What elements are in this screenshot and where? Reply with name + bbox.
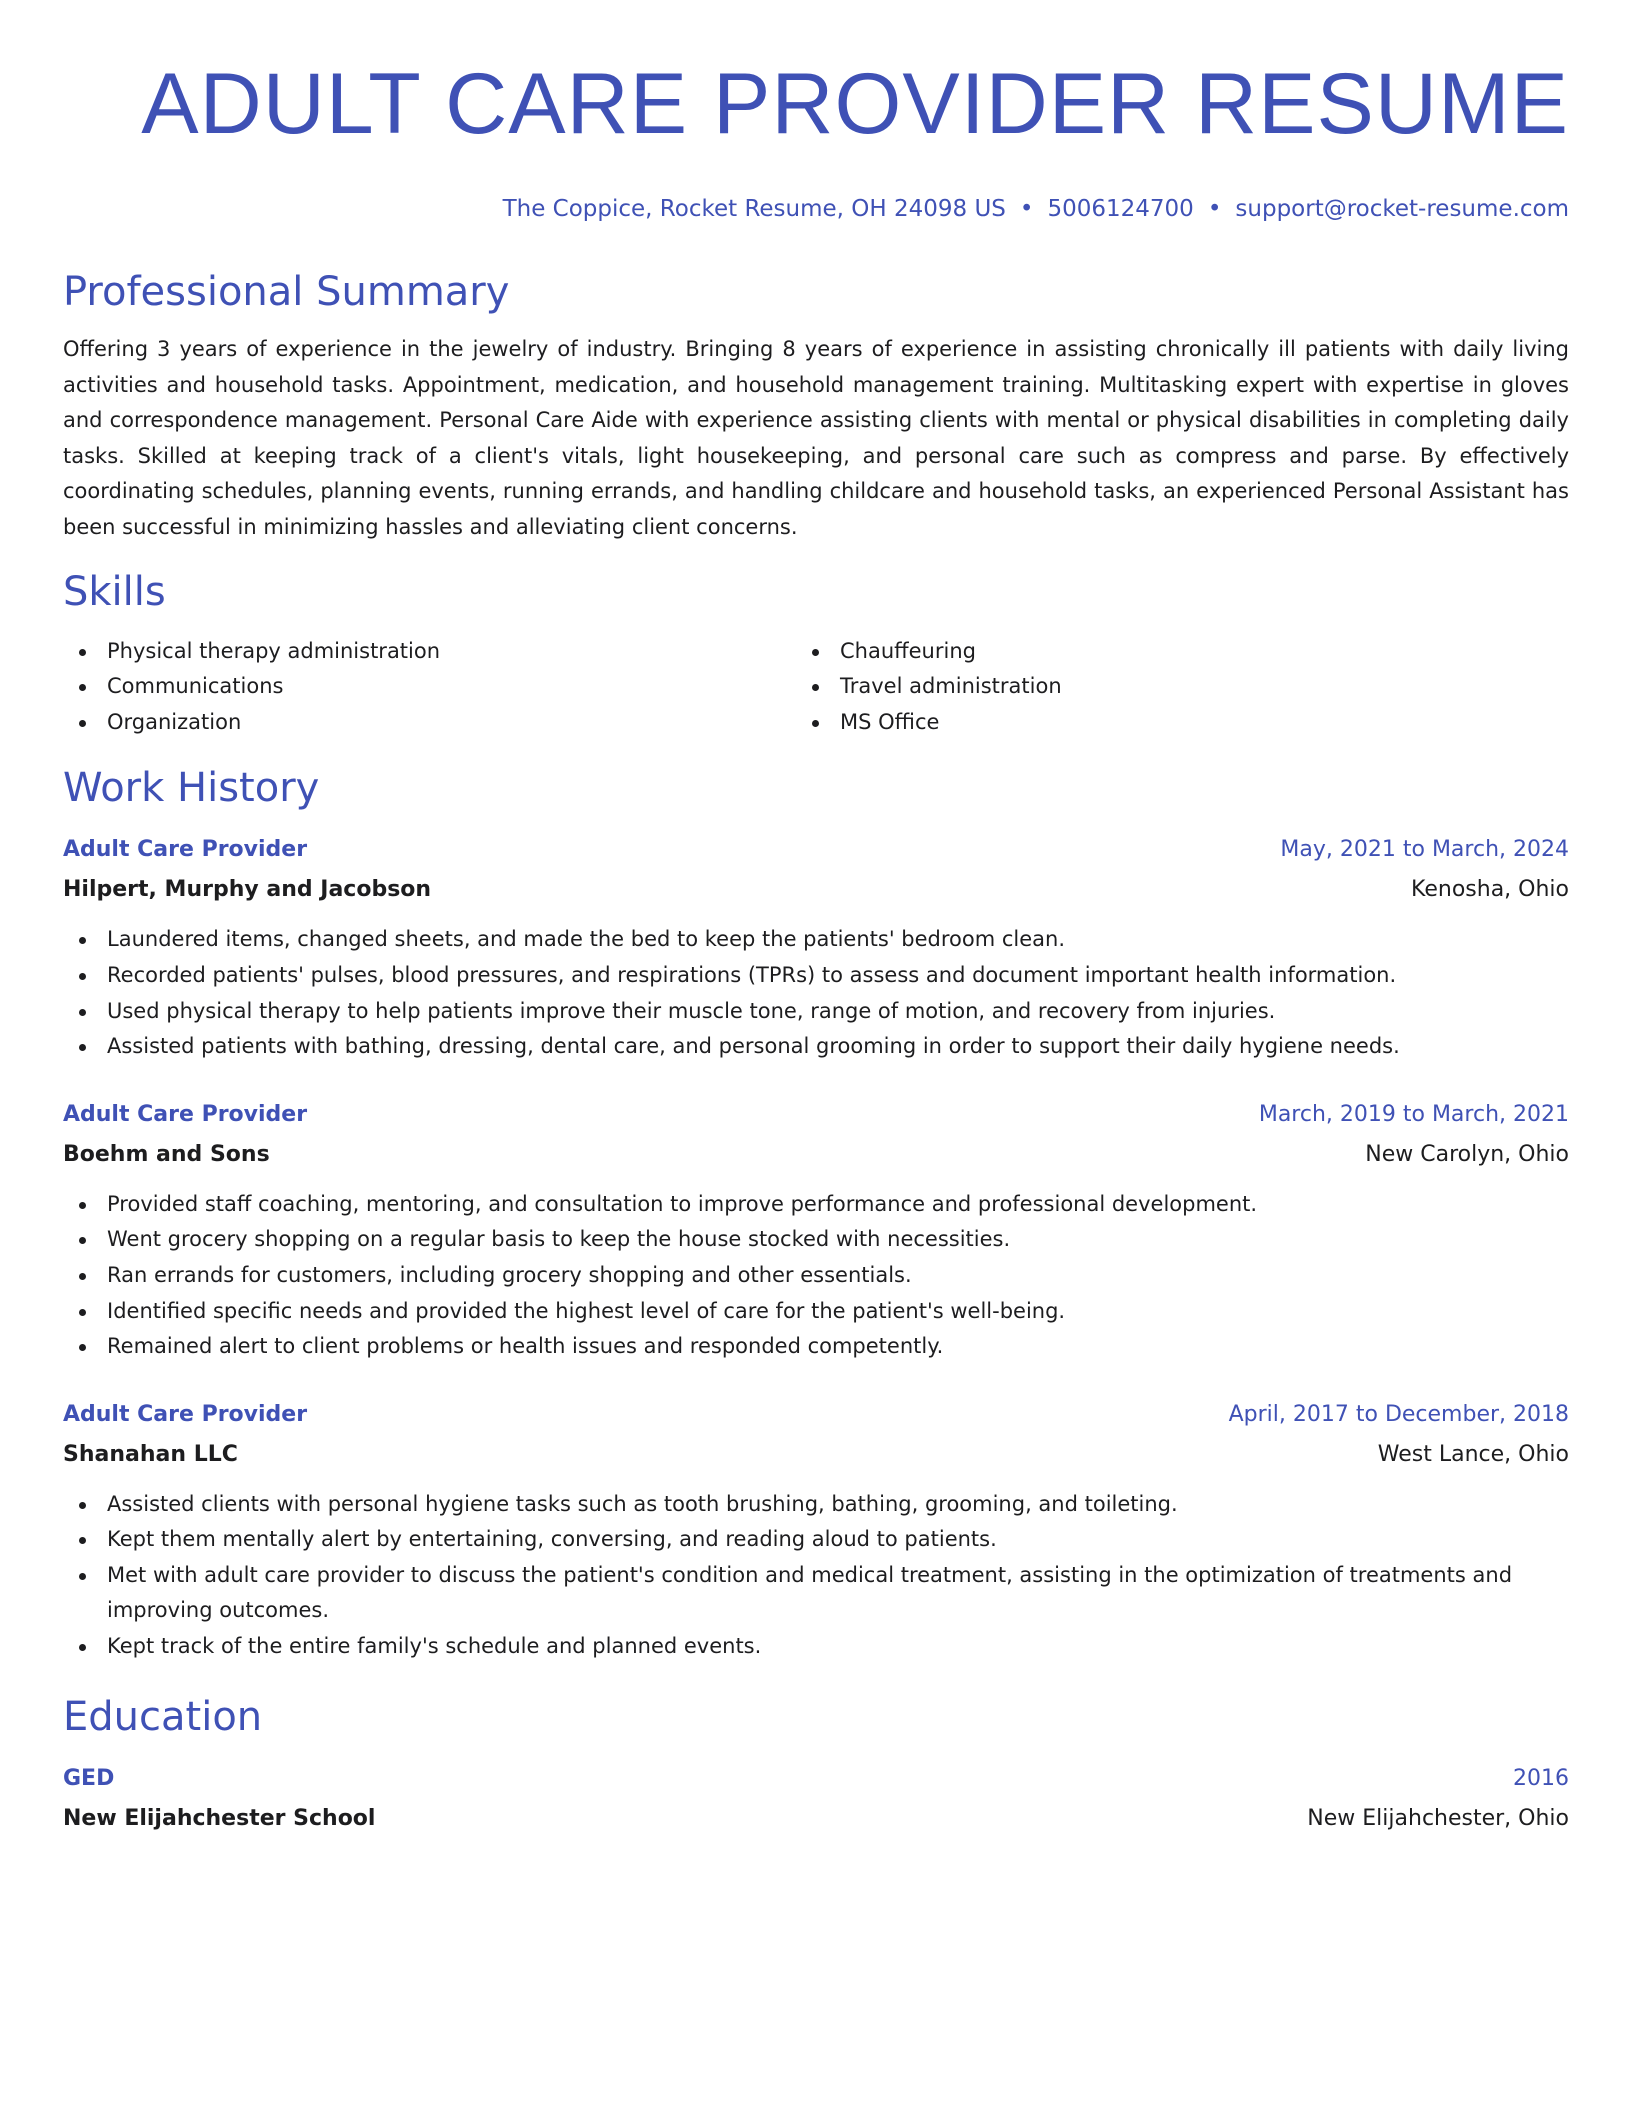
contact-address: The Coppice, Rocket Resume, OH 24098 US — [502, 196, 1006, 222]
job-entry — [63, 1095, 1569, 1365]
work-history-heading: Work History — [63, 765, 320, 812]
job-bullet: Assisted patients with bathing, dressing, dental care, and personal grooming in order to support their daily hygiene needs. — [63, 1029, 1569, 1065]
education-entry — [63, 1759, 1569, 1839]
job-company-row — [63, 1435, 1569, 1475]
education-heading: Education — [63, 1693, 263, 1740]
education-school: New Elijahchester School — [63, 1805, 376, 1831]
job-bullet: Remained alert to client problems or health issues and responded competently. — [63, 1329, 1569, 1365]
skill-item: Travel administration — [796, 669, 1529, 705]
job-title-row — [63, 830, 1569, 870]
education-year: 2016 — [1513, 1765, 1569, 1791]
job-company-row — [63, 1135, 1569, 1175]
job-bullets — [63, 922, 1569, 1064]
job-location: New Carolyn, Ohio — [1365, 1141, 1569, 1167]
job-entry — [63, 830, 1569, 1064]
job-location: Kenosha, Ohio — [1411, 877, 1569, 903]
job-bullet: Met with adult care provider to discuss the patient's condition and medical treatment, assisting in the optimization of treatments and improving outcomes. — [63, 1558, 1569, 1629]
skill-item: MS Office — [796, 705, 1529, 741]
job-bullet: Went grocery shopping on a regular basis to keep the house stocked with necessities. — [63, 1222, 1569, 1258]
skills-column-left — [63, 634, 796, 741]
resume-title: ADULT CARE PROVIDER RESUME — [141, 56, 1569, 152]
summary-text: Offering 3 years of experience in the jewelry of industry. Bringing 8 years of experience in assisting chronically ill patients with daily living activities and household tasks. Appointment, medication, and household management training. Multitasking expert with expertise in gloves and correspondence management. Personal Care Aide with experience assisting clients with mental or physical disabilities in completing daily tasks. Skilled at keeping track of a client's vitals, light housekeeping, and personal care such as compress and parse. By effectively coordinating schedules, planning events, running errands, and handling childcare and household tasks, an experienced Personal Assistant has been successful in minimizing hassles and alleviating client concerns. — [63, 337, 1569, 539]
job-bullets — [63, 1487, 1569, 1665]
skills-column-right — [796, 634, 1529, 741]
job-bullet: Used physical therapy to help patients improve their muscle tone, range of motion, and recovery from injuries. — [63, 994, 1569, 1030]
skill-item: Communications — [63, 669, 796, 705]
job-bullet: Recorded patients' pulses, blood pressures, and respirations (TPRs) to assess and document important health information. — [63, 958, 1569, 994]
education-degree-row — [63, 1759, 1569, 1799]
job-location: West Lance, Ohio — [1377, 1441, 1569, 1467]
job-bullet: Ran errands for customers, including grocery shopping and other essentials. — [63, 1258, 1569, 1294]
job-title-row — [63, 1095, 1569, 1135]
job-company: Hilpert, Murphy and Jacobson — [63, 877, 432, 903]
contact-email[interactable]: support@rocket-resume.com — [1235, 196, 1569, 222]
job-bullet: Identified specific needs and provided the highest level of care for the patient's well-being. — [63, 1294, 1569, 1330]
job-title: Adult Care Provider — [63, 1101, 308, 1127]
skill-item: Chauffeuring — [796, 634, 1529, 670]
job-dates: April, 2017 to December, 2018 — [1228, 1401, 1569, 1427]
job-company: Shanahan LLC — [63, 1441, 238, 1467]
job-bullet: Laundered items, changed sheets, and made the bed to keep the patients' bedroom clean. — [63, 922, 1569, 958]
job-entry — [63, 1395, 1569, 1665]
skills-grid — [63, 634, 1569, 741]
job-title: Adult Care Provider — [63, 1401, 308, 1427]
job-company: Boehm and Sons — [63, 1141, 270, 1167]
job-bullets — [63, 1187, 1569, 1365]
contact-separator: • — [1019, 196, 1034, 222]
summary-heading: Professional Summary — [63, 269, 510, 315]
skills-heading: Skills — [63, 568, 166, 615]
job-company-row — [63, 870, 1569, 910]
skill-item: Physical therapy administration — [63, 634, 796, 670]
job-bullet: Kept track of the entire family's schedule and planned events. — [63, 1629, 1569, 1665]
education-location: New Elijahchester, Ohio — [1307, 1805, 1569, 1831]
contact-line — [63, 194, 1569, 224]
job-dates: March, 2019 to March, 2021 — [1258, 1101, 1569, 1127]
job-bullet: Assisted clients with personal hygiene tasks such as tooth brushing, bathing, grooming, and toileting. — [63, 1487, 1569, 1523]
job-title-row — [63, 1395, 1569, 1435]
skill-item: Organization — [63, 705, 796, 741]
job-dates: May, 2021 to March, 2024 — [1280, 837, 1569, 863]
education-school-row — [63, 1799, 1569, 1839]
job-title: Adult Care Provider — [63, 837, 308, 863]
contact-phone: 5006124700 — [1047, 196, 1194, 222]
education-degree: GED — [63, 1765, 115, 1791]
job-bullet: Provided staff coaching, mentoring, and consultation to improve performance and professional development. — [63, 1187, 1569, 1223]
contact-separator: • — [1207, 196, 1222, 222]
job-bullet: Kept them mentally alert by entertaining, conversing, and reading aloud to patients. — [63, 1522, 1569, 1558]
